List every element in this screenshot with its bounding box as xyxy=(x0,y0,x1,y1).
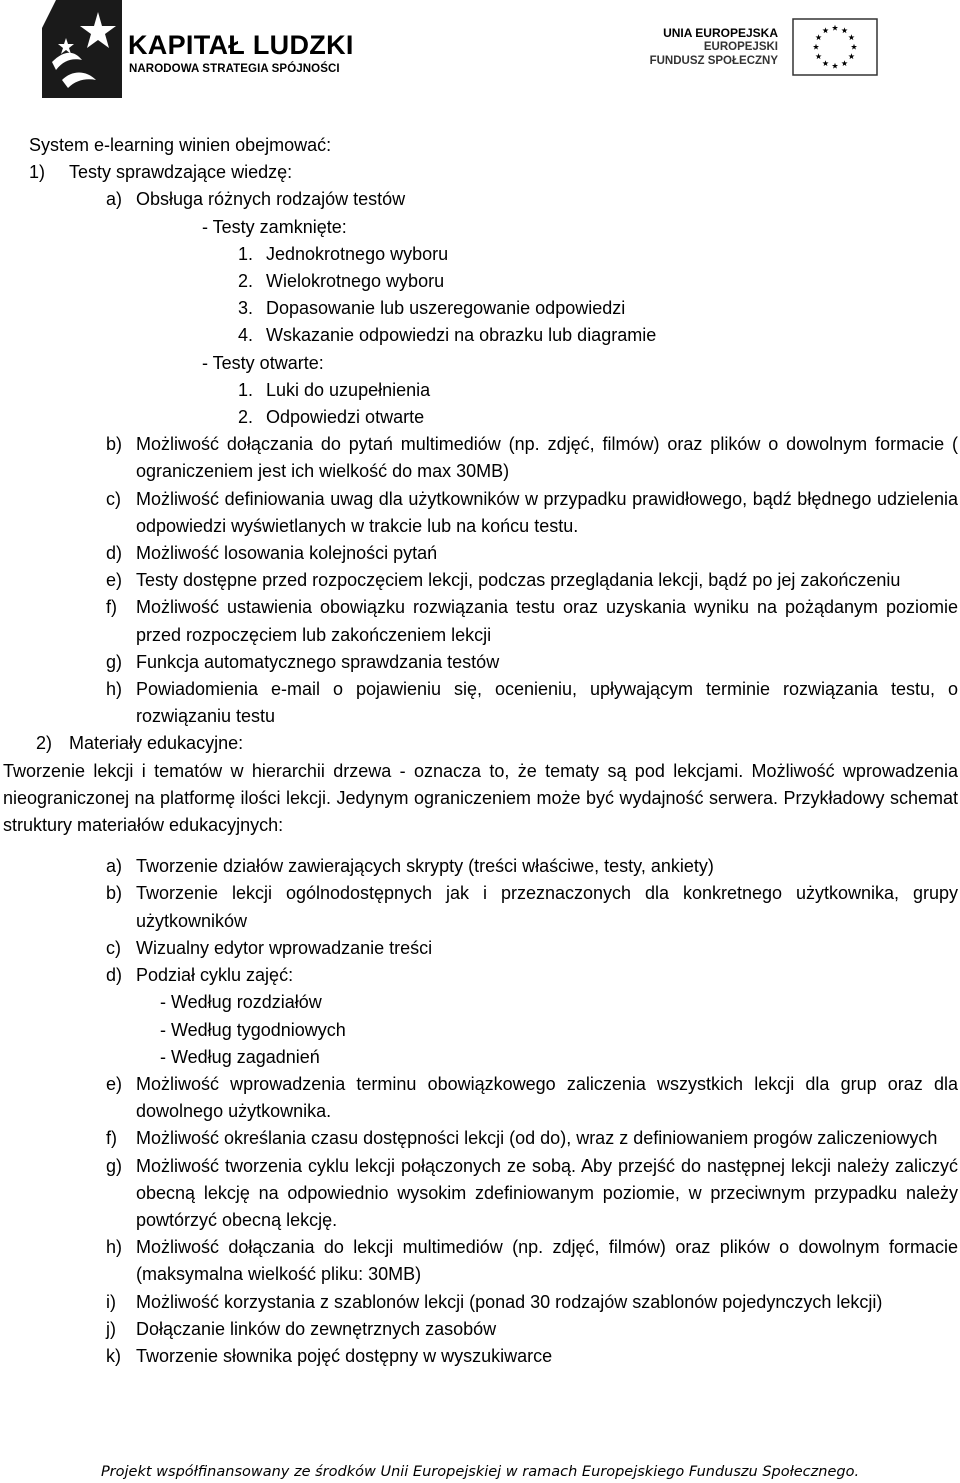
cycle-subitems xyxy=(0,989,960,1071)
lettered-item xyxy=(0,962,960,989)
list-marker: c) xyxy=(106,937,121,958)
section-1-heading xyxy=(0,159,960,186)
item-number: 4. xyxy=(238,325,254,346)
lettered-item xyxy=(0,486,960,540)
list-marker: g) xyxy=(106,1155,123,1176)
list-marker: e) xyxy=(106,1073,123,1094)
kapital-ludzki-logo xyxy=(42,0,362,100)
intro-line: System e-learning winien obejmować: xyxy=(29,135,332,155)
list-item-text: Powiadomienia e-mail o pojawieniu się, ocenieniu, upływającym terminie rozwiązania testu, o rozwiązaniu testu xyxy=(136,679,958,727)
list-item-text: Możliwość ustawienia obowiązku rozwiązania testu oraz uzyskania wyniku na pożądanym poziomie przed rozpoczęciem lub zakończeniem lekcji xyxy=(136,597,958,645)
list-item-text: Tworzenie działów zawierających skrypty (treści właściwe, testy, ankiety) xyxy=(136,856,714,877)
list-marker: c) xyxy=(106,488,121,509)
list-marker: k) xyxy=(106,1345,121,1366)
lettered-item xyxy=(0,649,960,676)
list-marker: f) xyxy=(106,597,117,618)
list-marker: i) xyxy=(106,1291,116,1312)
kapital-ludzki-star-icon xyxy=(42,0,122,98)
list-item-text: Tworzenie lekcji ogólnodostępnych jak i przeznaczonych dla konkretnego użytkownika, grupy użytkowników xyxy=(136,883,958,931)
numbered-item xyxy=(0,377,960,404)
item-number: 1. xyxy=(238,379,254,400)
list-item-text: Obsługa różnych rodzajów testów xyxy=(136,189,406,210)
item-text: Wielokrotnego wyboru xyxy=(266,271,445,292)
list-item-text: Podział cyklu zajęć: xyxy=(136,965,294,986)
eu-line-2: EUROPEJSKI xyxy=(703,41,778,53)
lettered-item xyxy=(0,853,960,880)
section-2-marker: 2) xyxy=(36,733,53,754)
list-item-text: Dołączanie linków do zewnętrznych zasobów xyxy=(136,1318,497,1339)
section-1-items xyxy=(0,431,960,730)
list-marker: h) xyxy=(106,679,123,700)
list-item-text: Możliwość dołączania do pytań multimediów (np. zdjęć, filmów) oraz plików o dowolnym formacie ( ograniczeniem jest ich wielkość do max 30MB) xyxy=(136,434,958,482)
cycle-subitem: - Według zagadnień xyxy=(160,1046,320,1067)
list-item-text: Funkcja automatycznego sprawdzania testów xyxy=(136,651,500,672)
list-marker: a) xyxy=(106,189,123,210)
list-marker: b) xyxy=(106,883,123,904)
list-marker: f) xyxy=(106,1128,117,1149)
open-tests-label: - Testy otwarte: xyxy=(202,352,324,373)
list-marker: a) xyxy=(106,856,123,877)
item-number: 3. xyxy=(238,298,254,319)
list-item-text: Możliwość dołączania do lekcji multimediów (np. zdjęć, filmów) oraz plików o dowolnym formacie (maksymalna wielkość pliku: 30MB) xyxy=(136,1237,958,1285)
item-text: Odpowiedzi otwarte xyxy=(266,407,425,428)
list-marker: d) xyxy=(106,965,123,986)
lettered-item xyxy=(0,431,960,485)
list-item-text: Możliwość losowania kolejności pytań xyxy=(136,543,438,564)
numbered-item xyxy=(0,295,960,322)
list-marker: e) xyxy=(106,570,123,591)
eu-flag-icon xyxy=(792,18,878,76)
open-tests-list xyxy=(0,377,960,431)
item-number: 2. xyxy=(238,271,254,292)
section-2-paragraph: Tworzenie lekcji i tematów w hierarchii drzewa - oznacza to, że tematy są pod lekcjami. Możliwość wprowadzenia nieograniczonej na platformę ilości lekcji. Jedynym ograniczeniem może być wydajność serwera. Przykładowy schemat struktury materiałów edukacyjnych: xyxy=(3,760,958,836)
item-number: 2. xyxy=(238,407,254,428)
lettered-item xyxy=(0,594,960,648)
list-marker: g) xyxy=(106,651,123,672)
lettered-item xyxy=(0,880,960,934)
kapital-ludzki-subtitle: NARODOWA STRATEGIA SPÓJNOŚCI xyxy=(129,63,340,75)
numbered-item xyxy=(0,268,960,295)
list-marker: b) xyxy=(106,434,123,455)
footer-note: Projekt współfinansowany ze środków Unii Europejskiej w ramach Europejskiego Funduszu Społecznego. xyxy=(100,1464,860,1480)
lettered-item xyxy=(0,1153,960,1235)
document-body xyxy=(0,132,960,1370)
spacer xyxy=(0,839,960,853)
item-text: Luki do uzupełnienia xyxy=(266,379,431,400)
lettered-item xyxy=(0,1234,960,1288)
lettered-item xyxy=(0,1125,960,1152)
item-text: Wskazanie odpowiedzi na obrazku lub diagramie xyxy=(266,325,657,346)
list-item-text: Możliwość korzystania z szablonów lekcji (ponad 30 rodzajów szablonów pojedynczych lekcji) xyxy=(136,1291,883,1312)
section-1-marker: 1) xyxy=(29,162,46,183)
lettered-item xyxy=(0,1289,960,1316)
cycle-subitem: - Według tygodniowych xyxy=(160,1019,346,1040)
numbered-item xyxy=(0,241,960,268)
section-2-heading xyxy=(0,730,960,757)
lettered-item xyxy=(0,1343,960,1370)
lettered-item xyxy=(0,567,960,594)
list-item-text: Wizualny edytor wprowadzanie treści xyxy=(136,937,433,958)
list-marker: d) xyxy=(106,543,123,564)
list-item-text: Możliwość tworzenia cyklu lekcji połączonych ze sobą. Aby przejść do następnej lekcji należy zaliczyć obecną lekcję na odpowiednio wysokim zdefiniowanym poziomie, w przeciwnym przypadku należy powtórzyć obecną lekcję. xyxy=(136,1155,958,1230)
section-2-items-e-k xyxy=(0,1071,960,1370)
numbered-item xyxy=(0,322,960,349)
lettered-item xyxy=(0,676,960,730)
kapital-ludzki-title: KAPITAŁ LUDZKI xyxy=(128,30,354,60)
cycle-subitem: - Według rozdziałów xyxy=(160,992,322,1013)
section-2-title: Materiały edukacyjne: xyxy=(69,733,244,754)
eu-logo-text xyxy=(650,26,778,68)
section-1-item-a xyxy=(0,186,960,213)
list-marker: h) xyxy=(106,1237,123,1258)
lettered-item xyxy=(0,935,960,962)
list-item-text: Testy dostępne przed rozpoczęciem lekcji, podczas przeglądania lekcji, bądź po jej zakończeniu xyxy=(136,570,901,591)
list-item-text: Tworzenie słownika pojęć dostępny w wyszukiwarce xyxy=(136,1345,553,1366)
lettered-item xyxy=(0,540,960,567)
section-2-items-a-d xyxy=(0,853,960,989)
eu-logo xyxy=(638,18,878,80)
item-text: Jednokrotnego wyboru xyxy=(266,243,449,264)
list-marker: j) xyxy=(106,1318,116,1339)
closed-tests-label: - Testy zamknięte: xyxy=(202,216,347,237)
numbered-item xyxy=(0,404,960,431)
closed-tests-list xyxy=(0,241,960,350)
list-item-text: Możliwość definiowania uwag dla użytkowników w przypadku prawidłowego, bądź błędnego udzielenia odpowiedzi wyświetlanych w trakcie lub na końcu testu. xyxy=(136,488,958,536)
lettered-item xyxy=(0,1316,960,1343)
eu-line-3: FUNDUSZ SPOŁECZNY xyxy=(649,55,778,67)
item-number: 1. xyxy=(238,243,254,264)
eu-line-1: UNIA EUROPEJSKA xyxy=(663,26,778,40)
list-item-text: Możliwość określania czasu dostępności lekcji (od do), wraz z definiowaniem progów zaliczeniowych xyxy=(136,1128,938,1149)
list-item-text: Możliwość wprowadzenia terminu obowiązkowego zaliczenia wszystkich lekcji dla grup oraz dla dowolnego użytkownika. xyxy=(136,1073,958,1122)
lettered-item xyxy=(0,1071,960,1125)
item-text: Dopasowanie lub uszeregowanie odpowiedzi xyxy=(266,298,626,319)
section-1-title: Testy sprawdzające wiedzę: xyxy=(69,162,293,183)
page-header xyxy=(0,0,960,110)
